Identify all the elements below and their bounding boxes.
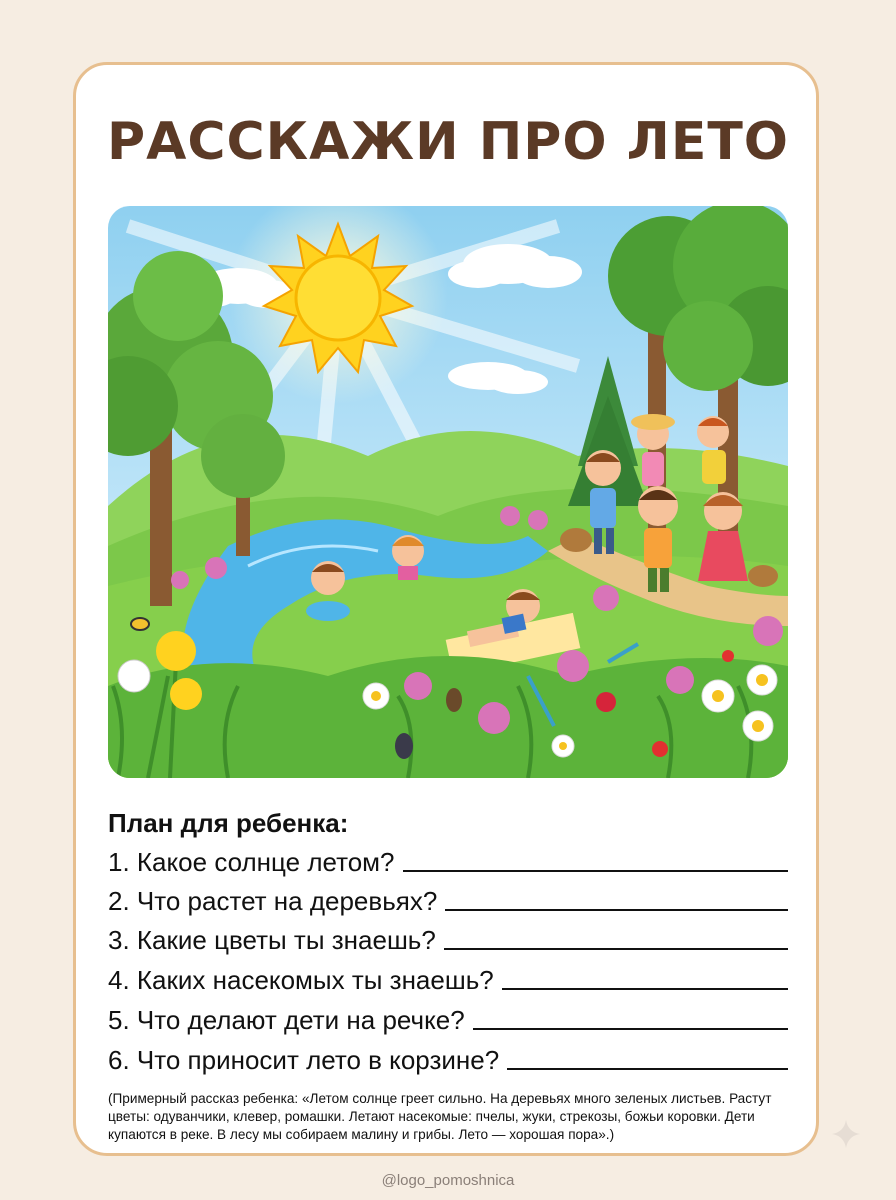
footer-watermark: @logo_pomoshnica	[381, 1172, 515, 1189]
question-5	[108, 1000, 788, 1036]
raspberry-icon	[596, 692, 616, 712]
question-label: 6. Что приносит лето в корзине?	[108, 1045, 500, 1075]
question-label: 1. Какое солнце летом?	[108, 847, 395, 877]
summer-illustration	[108, 206, 788, 778]
question-2	[108, 881, 788, 917]
beetle-icon-2	[446, 688, 462, 712]
answer-line[interactable]	[445, 909, 788, 911]
answer-line[interactable]	[502, 988, 788, 990]
question-6	[108, 1040, 788, 1076]
example-story-note: (Примерный рассказ ребенка: «Летом солнце греет сильно. На деревьях много зеленых листьев. Растут цветы: одуванчики, клевер, ромашки. Летают насекомые: пчелы, жуки, стрекозы, божьи коровки. Дети купаются в реке. В лесу мы собираем малину и грибы. Лето — хорошая пора».)	[108, 1091, 772, 1142]
page-title: РАССКАЖИ ПРО ЛЕТО	[106, 112, 790, 172]
answer-line[interactable]	[444, 948, 788, 950]
answer-line[interactable]	[403, 870, 789, 872]
answer-line[interactable]	[507, 1068, 788, 1070]
plan-heading: План для ребенка:	[108, 808, 349, 838]
question-3	[108, 920, 788, 956]
sparkle-icon	[832, 1120, 860, 1148]
question-label: 3. Какие цветы ты знаешь?	[108, 925, 436, 955]
bee-icon	[131, 618, 149, 630]
question-label: 5. Что делают дети на речке?	[108, 1005, 465, 1035]
beetle-icon	[395, 733, 413, 759]
ladybug-icon	[652, 741, 668, 757]
question-4	[108, 960, 788, 996]
question-label: 2. Что растет на деревьях?	[108, 886, 438, 916]
question-label: 4. Каких насекомых ты знаешь?	[108, 965, 494, 995]
question-1	[108, 842, 788, 878]
answer-line[interactable]	[473, 1028, 788, 1030]
